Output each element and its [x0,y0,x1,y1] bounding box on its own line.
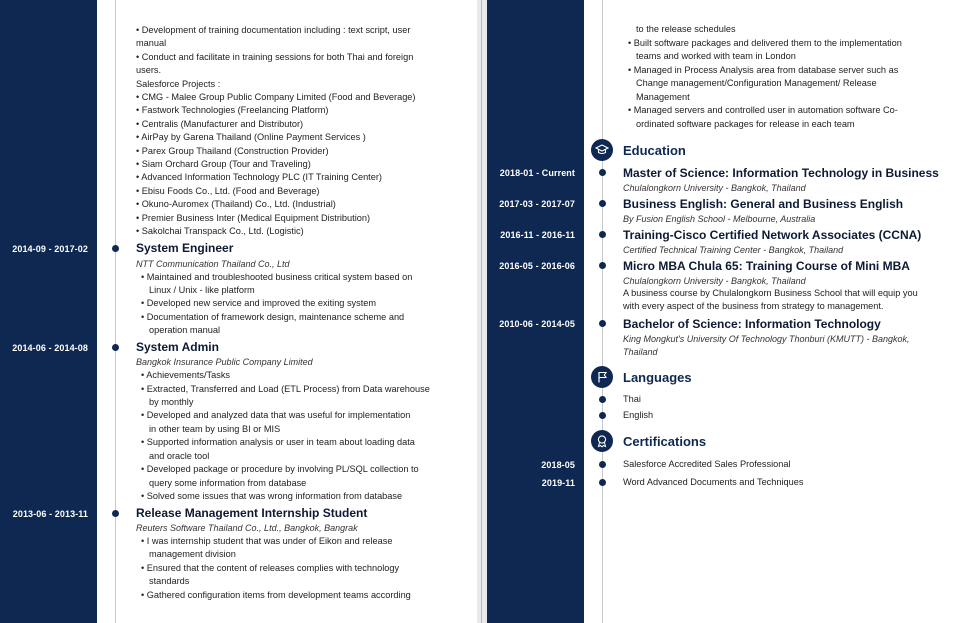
job-company: Reuters Software Thailand Co., Ltd., Bangkok, Bangrak [136,523,358,533]
salesforce-project: • Siam Orchard Group (Tour and Traveling) [136,159,311,169]
date-sidebar [487,0,584,623]
language-item: English [623,410,654,420]
job-line: • Managed in Process Analysis area from database server such as [628,65,899,75]
job-line: Linux / Unix - like platform [149,285,255,295]
timeline-dot [599,169,606,176]
education-desc: A business course by Chulalongkorn Business School that will equip you [623,288,918,298]
salesforce-project: • CMG - Malee Group Public Company Limited (Food and Beverage) [136,92,416,102]
job-line: • Maintained and troubleshooted business critical system based on [141,272,413,282]
education-date: 2010-06 - 2014-05 [499,319,575,329]
job-date: 2014-09 - 2017-02 [12,244,88,254]
job-line: • Gathered configuration items from development teams according [141,590,411,600]
job-line: • Managed servers and controlled user in automation software Co- [628,105,898,115]
salesforce-project: • Premier Business Inter (Medical Equipment Distribution) [136,213,371,223]
job-line: and oracle tool [149,451,210,461]
salesforce-project: • Centralis (Manufacturer and Distributor) [136,119,304,129]
resume-page-left [0,0,477,623]
graduation-cap-icon [591,139,613,161]
timeline-dot [599,320,606,327]
education-date: 2017-03 - 2017-07 [499,199,575,209]
education-school: Certified Technical Training Center - Bangkok, Thailand [623,245,844,255]
salesforce-project: • Advanced Information Technology PLC (IT Training Center) [136,172,382,182]
job-line: • Developed new service and improved the exiting system [141,298,377,308]
job-line: • Solved some issues that was wrong information from database [141,491,403,501]
job-line: • Supported information analysis or user in team about loading data [141,437,415,447]
salesforce-project: • AirPay by Garena Thailand (Online Payment Services ) [136,132,366,142]
education-date: 2018-01 - Current [499,168,575,178]
salesforce-line: • Development of training documentation including : text script, user [136,25,411,35]
salesforce-project: • Ebisu Foods Co., Ltd. (Food and Beverage) [136,186,320,196]
page-gap [477,0,487,623]
timeline-dot [112,245,119,252]
timeline-dot [599,479,606,486]
award-badge-icon [591,430,613,452]
salesforce-line: users. [136,65,162,75]
job-company: NTT Communication Thailand Co., Ltd [136,259,290,269]
education-desc: with every aspect of the business from strategy to management. [623,301,884,311]
job-line: • Documentation of framework design, maintenance scheme and [141,312,405,322]
certification-name: Salesforce Accredited Sales Professional [623,459,791,469]
timeline-dot [599,262,606,269]
job-line: Management [636,92,690,102]
education-date: 2016-05 - 2016-06 [499,261,575,271]
education-date: 2016-11 - 2016-11 [500,230,575,240]
timeline-line [602,0,603,623]
flag-icon [591,366,613,388]
certification-name: Word Advanced Documents and Techniques [623,477,804,487]
salesforce-line: Salesforce Projects : [136,79,221,89]
job-line: • Ensured that the content of releases complies with technology [141,563,400,573]
job-line: • I was internship student that was under of Eikon and release [141,536,393,546]
salesforce-project: • Okuno-Auromex (Thailand) Co., Ltd. (Industrial) [136,199,336,209]
job-line: to the release schedules [636,24,736,34]
timeline-dot [112,510,119,517]
job-line: teams and worked with team in London [636,51,796,61]
job-company: Bangkok Insurance Public Company Limited [136,357,313,367]
timeline-dot [599,396,606,403]
job-title: Release Management Internship Student [136,506,368,520]
education-school: Chulalongkorn University - Bangkok, Thailand [623,183,806,193]
job-line: • Built software packages and delivered them to the implementation [628,38,902,48]
job-line: • Extracted, Transferred and Load (ETL Process) from Data warehouse [141,384,430,394]
job-line: query some information from database [149,478,307,488]
timeline-dot [112,344,119,351]
job-title: System Engineer [136,241,234,255]
salesforce-project: • Sakolchai Transpack Co., Ltd. (Logistic) [136,226,304,236]
education-heading: Education [623,143,686,158]
education-school: By Fusion English School - Melbourne, Australia [623,214,816,224]
language-item: Thai [623,394,641,404]
job-line: • Developed package or procedure by involving PL/SQL collection to [141,464,419,474]
date-sidebar [0,0,97,623]
education-school: Chulalongkorn University - Bangkok, Thailand [623,276,806,286]
job-title: System Admin [136,340,219,354]
education-title: Training-Cisco Certified Network Associates (CCNA) [623,228,922,242]
salesforce-line: • Conduct and facilitate in training sessions for both Thai and foreign [136,52,414,62]
job-line: ordinated software packages for release in each team [636,119,855,129]
education-school: Thailand [623,347,658,357]
education-school: King Mongkut's University Of Technology Thonburi (KMUTT) - Bangkok, [623,334,910,344]
certifications-heading: Certifications [623,434,707,449]
job-line: in other team by using BI or MIS [149,424,281,434]
timeline-dot [599,461,606,468]
job-line: • Developed and analyzed data that was useful for implementation [141,410,411,420]
timeline-dot [599,412,606,419]
salesforce-line: manual [136,38,167,48]
job-date: 2013-06 - 2013-11 [12,509,88,519]
education-title: Business English: General and Business English [623,197,904,211]
certification-date: 2019-11 [541,478,575,488]
job-line: • Achievements/Tasks [141,370,231,380]
education-title: Micro MBA Chula 65: Training Course of Mini MBA [623,259,910,273]
timeline-dot [599,231,606,238]
education-title: Bachelor of Science: Information Technology [623,317,881,331]
job-date: 2014-06 - 2014-08 [12,343,88,353]
job-line: Change management/Configuration Management/ Release [636,78,877,88]
timeline-dot [599,200,606,207]
salesforce-project: • Parex Group Thailand (Construction Provider) [136,146,329,156]
job-line: by monthly [149,397,194,407]
resume-page-right [487,0,960,623]
languages-heading: Languages [623,370,692,385]
certification-date: 2018-05 [541,460,575,470]
education-title: Master of Science: Information Technology in Business [623,166,939,180]
job-line: standards [149,576,190,586]
timeline-line [115,0,116,623]
job-line: operation manual [149,325,220,335]
job-line: management division [149,549,236,559]
salesforce-project: • Fastwork Technologies (Freelancing Platform) [136,105,329,115]
